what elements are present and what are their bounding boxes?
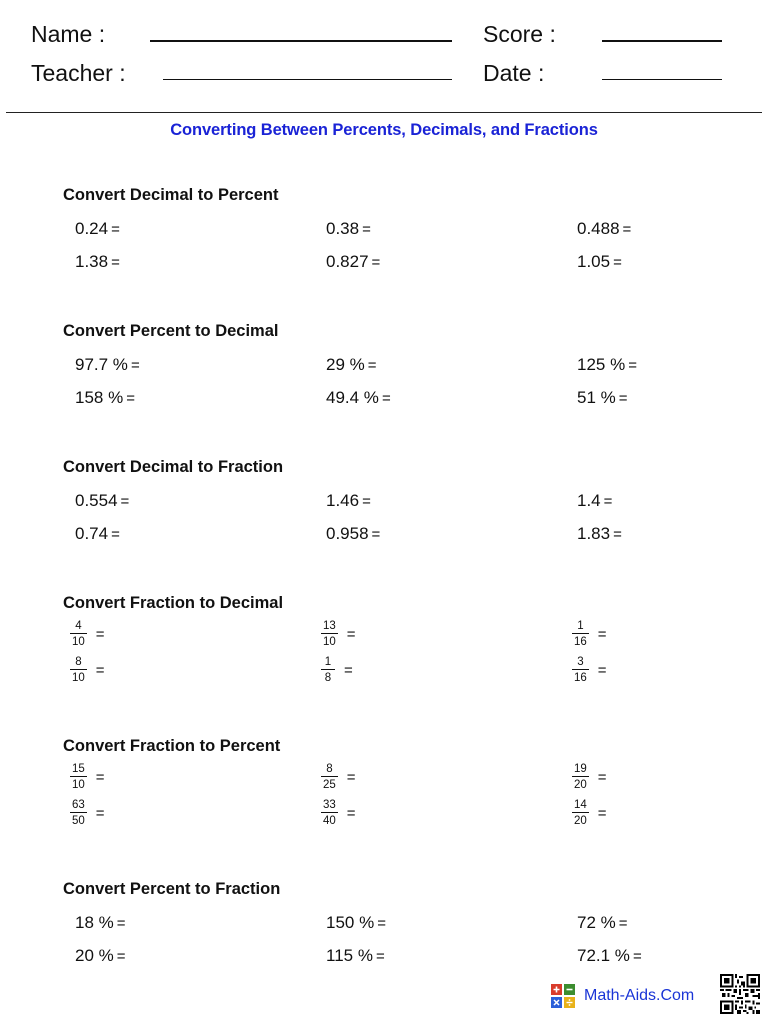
equals-sign: =: [618, 390, 628, 407]
problem-value: 0.24: [75, 219, 109, 238]
equals-sign: =: [618, 915, 628, 932]
equals-sign: =: [344, 661, 353, 679]
fraction-denominator: 40: [323, 815, 336, 827]
problem-item: [75, 524, 120, 545]
equals-sign: =: [362, 493, 371, 510]
fraction-problem-item: [572, 799, 607, 827]
name-label: Name :: [31, 21, 106, 47]
equals-sign: =: [116, 948, 126, 965]
fraction-denominator: 16: [574, 672, 587, 684]
equals-sign: =: [632, 948, 642, 965]
equals-sign: =: [613, 254, 622, 271]
equals-sign: =: [375, 948, 385, 965]
date-label: Date :: [483, 60, 545, 86]
fraction: [572, 656, 589, 684]
fraction-denominator: 10: [72, 779, 85, 791]
problem-value: 0.827: [326, 252, 369, 271]
equals-sign: =: [371, 254, 381, 271]
equals-sign: =: [597, 625, 607, 643]
problem-value: 1.46: [326, 491, 360, 510]
math-aids-logo-icon: [551, 984, 575, 1008]
equals-sign: =: [95, 625, 105, 643]
problem-value: 0.488: [577, 219, 620, 238]
fraction: [70, 763, 87, 791]
section-title: Convert Percent to Decimal: [63, 322, 279, 340]
fraction-problem-item: [321, 656, 353, 684]
equals-sign: =: [597, 804, 607, 822]
teacher-field-line[interactable]: [163, 79, 452, 80]
fraction-problem-item: [70, 799, 105, 827]
problem-item: [75, 491, 129, 512]
name-field-line[interactable]: [150, 40, 452, 42]
fraction-numerator: 63: [72, 799, 85, 811]
fraction-problem-item: [572, 620, 607, 648]
equals-sign: =: [95, 804, 105, 822]
fraction-problem-item: [70, 763, 105, 791]
fraction-numerator: 15: [72, 763, 85, 775]
equals-sign: =: [603, 493, 613, 510]
problem-item: [75, 252, 120, 273]
equals-sign: =: [130, 357, 140, 374]
fraction-problem-item: [321, 763, 356, 791]
problem-value: 125 %: [577, 355, 626, 374]
fraction-denominator: 10: [72, 672, 85, 684]
fraction: [70, 656, 87, 684]
fraction-numerator: 1: [577, 620, 584, 632]
equals-sign: =: [111, 526, 120, 543]
equals-sign: =: [362, 221, 371, 238]
fraction-denominator: 10: [72, 636, 85, 648]
fraction: [321, 799, 338, 827]
problem-value: 20 %: [75, 946, 114, 965]
problem-item: [75, 219, 120, 240]
fraction-denominator: 20: [574, 779, 587, 791]
fraction-numerator: 3: [577, 656, 584, 668]
equals-sign: =: [628, 357, 637, 374]
worksheet-title: Converting Between Percents, Decimals, and Fractions: [170, 121, 598, 139]
problem-item: [326, 219, 371, 240]
fraction-numerator: 4: [75, 620, 82, 632]
equals-sign: =: [597, 661, 607, 679]
fraction-denominator: 8: [324, 672, 332, 684]
equals-sign: =: [120, 493, 130, 510]
score-label: Score :: [483, 21, 556, 47]
fraction-denominator: 25: [323, 779, 336, 791]
fraction: [70, 799, 87, 827]
problem-value: 72.1 %: [577, 946, 630, 965]
fraction-problem-item: [321, 620, 356, 648]
equals-sign: =: [622, 221, 632, 238]
problem-value: 18 %: [75, 913, 114, 932]
equals-sign: =: [346, 768, 356, 786]
problem-value: 29 %: [326, 355, 365, 374]
fraction-problem-item: [572, 763, 607, 791]
section-title: Convert Fraction to Decimal: [63, 594, 284, 612]
date-field-line[interactable]: [602, 79, 722, 80]
teacher-label: Teacher :: [31, 60, 126, 86]
section-title: Convert Decimal to Fraction: [63, 458, 284, 476]
problem-value: 150 %: [326, 913, 375, 932]
equals-sign: =: [371, 526, 381, 543]
equals-sign: =: [126, 390, 135, 407]
problem-value: 0.74: [75, 524, 109, 543]
fraction: [321, 620, 338, 648]
problem-value: 72 %: [577, 913, 616, 932]
section-title: Convert Decimal to Percent: [63, 186, 279, 204]
fraction-numerator: 19: [574, 763, 587, 775]
qr-code-icon: [720, 974, 760, 1014]
equals-sign: =: [346, 804, 356, 822]
equals-sign: =: [95, 661, 105, 679]
problem-value: 97.7 %: [75, 355, 128, 374]
header-divider: [6, 112, 762, 113]
fraction: [321, 763, 338, 791]
problem-item: [577, 355, 637, 376]
footer-site-link[interactable]: Math-Aids.Com: [584, 987, 695, 1004]
problem-value: 49.4 %: [326, 388, 379, 407]
fraction-problem-item: [70, 620, 105, 648]
fraction: [70, 620, 87, 648]
fraction-denominator: 50: [72, 815, 85, 827]
fraction: [321, 656, 335, 684]
equals-sign: =: [95, 768, 105, 786]
problem-item: [326, 524, 380, 545]
problem-value: 0.554: [75, 491, 118, 510]
equals-sign: =: [597, 768, 607, 786]
fraction-denominator: 16: [574, 636, 587, 648]
problem-item: [326, 491, 371, 512]
fraction: [572, 763, 589, 791]
fraction: [572, 799, 589, 827]
problem-item: [577, 491, 612, 512]
equals-sign: =: [377, 915, 386, 932]
equals-sign: =: [367, 357, 377, 374]
problem-value: 1.38: [75, 252, 109, 271]
fraction-problem-item: [572, 656, 607, 684]
fraction-numerator: 33: [323, 799, 336, 811]
problem-value: 0.958: [326, 524, 369, 543]
problem-item: [577, 913, 628, 934]
problem-item: [577, 946, 642, 967]
problem-item: [75, 913, 126, 934]
problem-item: [326, 946, 385, 967]
fraction-numerator: 13: [323, 620, 336, 632]
fraction-problem-item: [321, 799, 356, 827]
fraction-numerator: 8: [75, 656, 82, 668]
fraction-problem-item: [70, 656, 105, 684]
equals-sign: =: [116, 915, 126, 932]
fraction-numerator: 1: [324, 656, 332, 668]
problem-value: 0.38: [326, 219, 360, 238]
section-title: Convert Percent to Fraction: [63, 880, 281, 898]
problem-value: 1.83: [577, 524, 611, 543]
problem-value: 115 %: [326, 946, 373, 965]
equals-sign: =: [111, 221, 120, 238]
problem-value: 1.05: [577, 252, 611, 271]
problem-value: 1.4: [577, 491, 601, 510]
problem-item: [326, 355, 377, 376]
problem-item: [577, 388, 628, 409]
fraction-numerator: 14: [574, 799, 587, 811]
problem-item: [75, 355, 140, 376]
equals-sign: =: [381, 390, 391, 407]
fraction-denominator: 10: [323, 636, 336, 648]
problem-item: [577, 252, 622, 273]
score-field-line[interactable]: [602, 40, 722, 42]
problem-item: [326, 913, 386, 934]
fraction-numerator: 8: [326, 763, 333, 775]
problem-item: [75, 388, 135, 409]
problem-item: [75, 946, 126, 967]
equals-sign: =: [613, 526, 622, 543]
problem-value: 51 %: [577, 388, 616, 407]
problem-item: [577, 219, 631, 240]
fraction: [572, 620, 589, 648]
problem-item: [577, 524, 622, 545]
problem-value: 158 %: [75, 388, 124, 407]
problem-item: [326, 388, 391, 409]
equals-sign: =: [111, 254, 120, 271]
section-title: Convert Fraction to Percent: [63, 737, 281, 755]
fraction-denominator: 20: [574, 815, 587, 827]
problem-item: [326, 252, 380, 273]
equals-sign: =: [346, 625, 356, 643]
